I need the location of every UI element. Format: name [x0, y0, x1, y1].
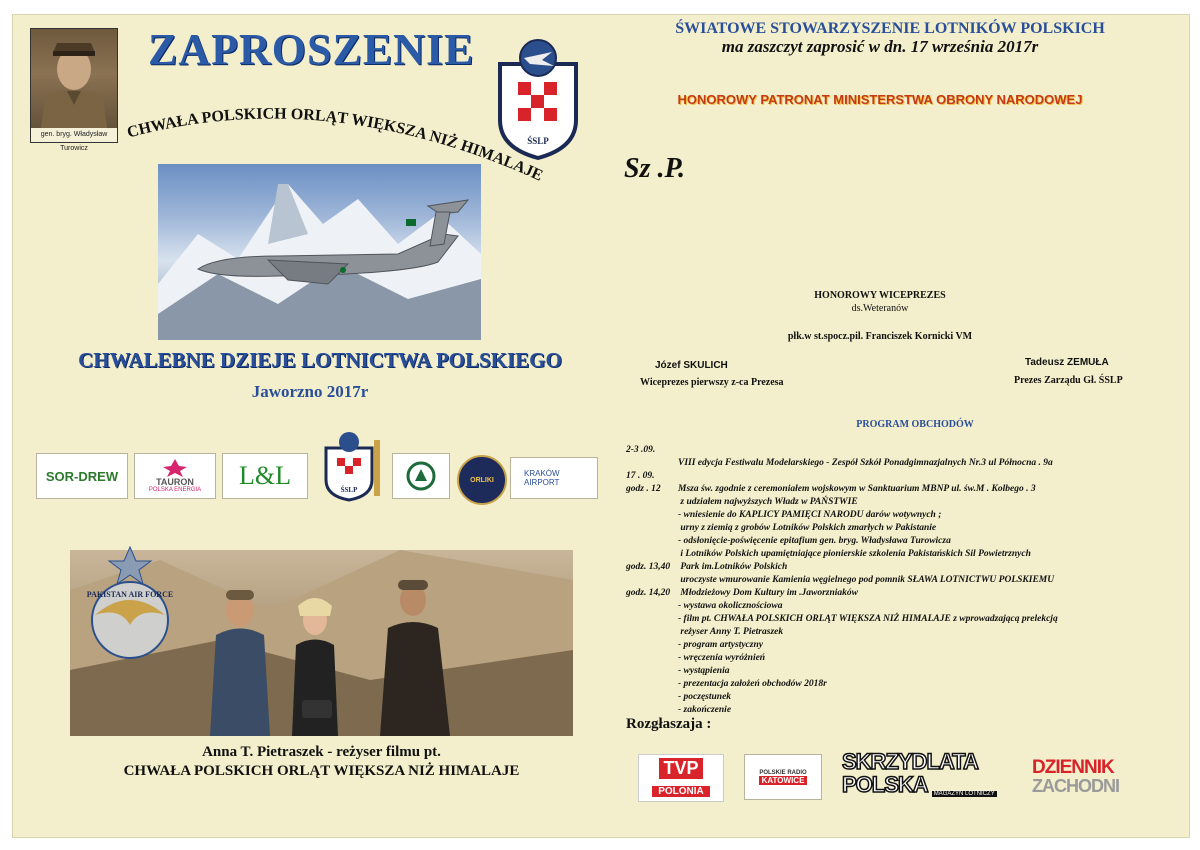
portrait-caption: gen. bryg. Władysław Turowicz — [31, 128, 117, 142]
program-row: i Lotników Polskich upamiętniające pionierskie szkolenia Pakistańskich Sil Powietrznych — [678, 549, 1031, 559]
headline-history: CHWALEBNE DZIEJE LOTNICTWA POLSKIEGO — [78, 348, 562, 372]
program-row: reżyser Anny T. Pietraszek — [678, 627, 784, 637]
program-row: - odsłonięcie-poświęcenie epitafium gen. bryg. Władysława Turowicza — [678, 536, 951, 546]
honor-invitation-line: ma zaszczyt zaprosić w dn. 17 września 2017r — [721, 37, 1039, 56]
dziennik-zachodni-logo: DZIENNIK ZACHODNI — [1032, 757, 1119, 796]
program-row: godz . 12 Msza św. zgodnie z ceremoniałem wojskowym w Sanktuarium MBNP ul. św.M . Kolbego . 3 — [626, 484, 1036, 494]
media-partners-label: Rozgłaszaja : — [626, 716, 712, 732]
polskie-radio-katowice-logo: POLSKIE RADIO KATOWICE — [744, 754, 822, 800]
svg-text:ŚSLP: ŚSLP — [340, 486, 358, 494]
sslp-small-emblem-icon — [322, 430, 384, 502]
signatory-2-name: Tadeusz ZEMUŁA — [1025, 357, 1109, 368]
aircraft-over-mountains-photo — [158, 164, 481, 340]
signatory-1-name: Józef SKULICH — [655, 360, 728, 371]
program-row: urny z ziemią z grobów Lotników Polskich zmarłych w Pakistanie — [678, 523, 937, 533]
program-row: - zakończenie — [678, 705, 732, 715]
skrzydlata-polska-logo: SKRZYDLATA POLSKA MAGAZYN LOTNICZY — [842, 749, 995, 797]
sponsor-sordrew-logo: SOR-DREW — [36, 453, 128, 499]
sslp-badge-text: ŚSLP — [527, 136, 549, 146]
signatory-1-role: Wiceprezes pierwszy z-ca Prezesa — [640, 377, 784, 388]
vp-title: HONOROWY WICEPREZES — [814, 290, 946, 301]
sponsor-green-logo — [392, 453, 450, 499]
place-year: Jaworzno 2017r — [251, 382, 369, 401]
sslp-emblem-icon — [496, 36, 580, 160]
program-row: - film pt. CHWAŁA POLSKICH ORLĄT WIĘKSZA NIŻ HIMALAJE z wprowadzającą prelekcją — [678, 614, 1058, 624]
program-list — [626, 444, 1146, 717]
photo-caption-line1: Anna T. Pietraszek - reżyser filmu pt. — [202, 744, 441, 760]
program-row: godz. 13,40 Park im.Lotników Polskich — [626, 562, 788, 572]
program-row: - wręczenia wyróżnień — [678, 653, 766, 663]
program-row: 17 . 09. — [626, 471, 655, 481]
program-row: - wystąpienia — [678, 666, 730, 676]
program-row: uroczyste wmurowanie Kamienia węgielnego pod pomnik SŁAWA LOTNICTWU POLSKIEMU — [678, 575, 1055, 585]
tvp-polonia-logo: TVP POLONIA — [638, 754, 724, 802]
photo-caption-line2: CHWAŁA POLSKICH ORLĄT WIĘKSZA NIŻ HIMALAJE — [123, 763, 520, 779]
program-row: - wniesienie do KAPLICY PAMIĘCI NARODU darów wotywnych ; — [678, 510, 942, 520]
tauron-icon — [163, 459, 187, 477]
green-emblem-icon — [406, 461, 436, 491]
patronage-line: HONOROWY PATRONAT MINISTERSTWA OBRONY NARODOWEJ — [677, 92, 1083, 107]
program-row: - poczęstunek — [678, 692, 732, 702]
vp-name: płk.w st.spocz.pil. Franciszek Kornicki VM — [787, 331, 973, 342]
salutation: Sz .P. — [624, 153, 685, 184]
vp-subtitle: ds.Weteranów — [851, 303, 909, 314]
sponsor-krakow-airport-logo: KRAKÓW AIRPORT — [510, 457, 598, 499]
program-row: z udziałem najwyższych Władz w PAŃSTWIE — [678, 497, 858, 507]
invitation-title: ZAPROSZENIE — [148, 25, 475, 74]
program-row: - program artystyczny — [678, 640, 763, 650]
sponsor-orliki-logo: ORLIKI — [457, 455, 507, 505]
pakistan-air-force-emblem-icon — [80, 545, 180, 665]
program-row: VIII edycja Festiwalu Modelarskiego - Zespół Szkół Ponadgimnazjalnych Nr.3 ul Północna . 9a — [678, 458, 1053, 468]
organization-name: ŚWIATOWE STOWARZYSZENIE LOTNIKÓW POLSKICH — [675, 20, 1105, 37]
program-row: godz. 14,20 Młodzieżowy Dom Kultury im .Jaworzniaków — [626, 588, 859, 598]
signatory-2-role: Prezes Zarządu Gł. ŚSLP — [1014, 375, 1123, 386]
svg-text:PAKISTAN AIR FORCE: PAKISTAN AIR FORCE — [86, 590, 174, 599]
sponsor-tauron-logo: TAURON POLSKA ENERGIA — [134, 453, 216, 499]
program-row: - wystawa okolicznościowa — [678, 601, 783, 611]
program-row: 2-3 .09. — [626, 445, 656, 455]
program-row: - prezentacja założeń obchodów 2018r — [678, 679, 827, 689]
arched-slogan-text: CHWAŁA POLSKICH ORLĄT WIĘKSZA NIŻ HIMALAJE — [125, 105, 546, 185]
sponsor-ll-logo: L&L — [222, 453, 308, 499]
program-title: PROGRAM OBCHODÓW — [856, 419, 974, 430]
